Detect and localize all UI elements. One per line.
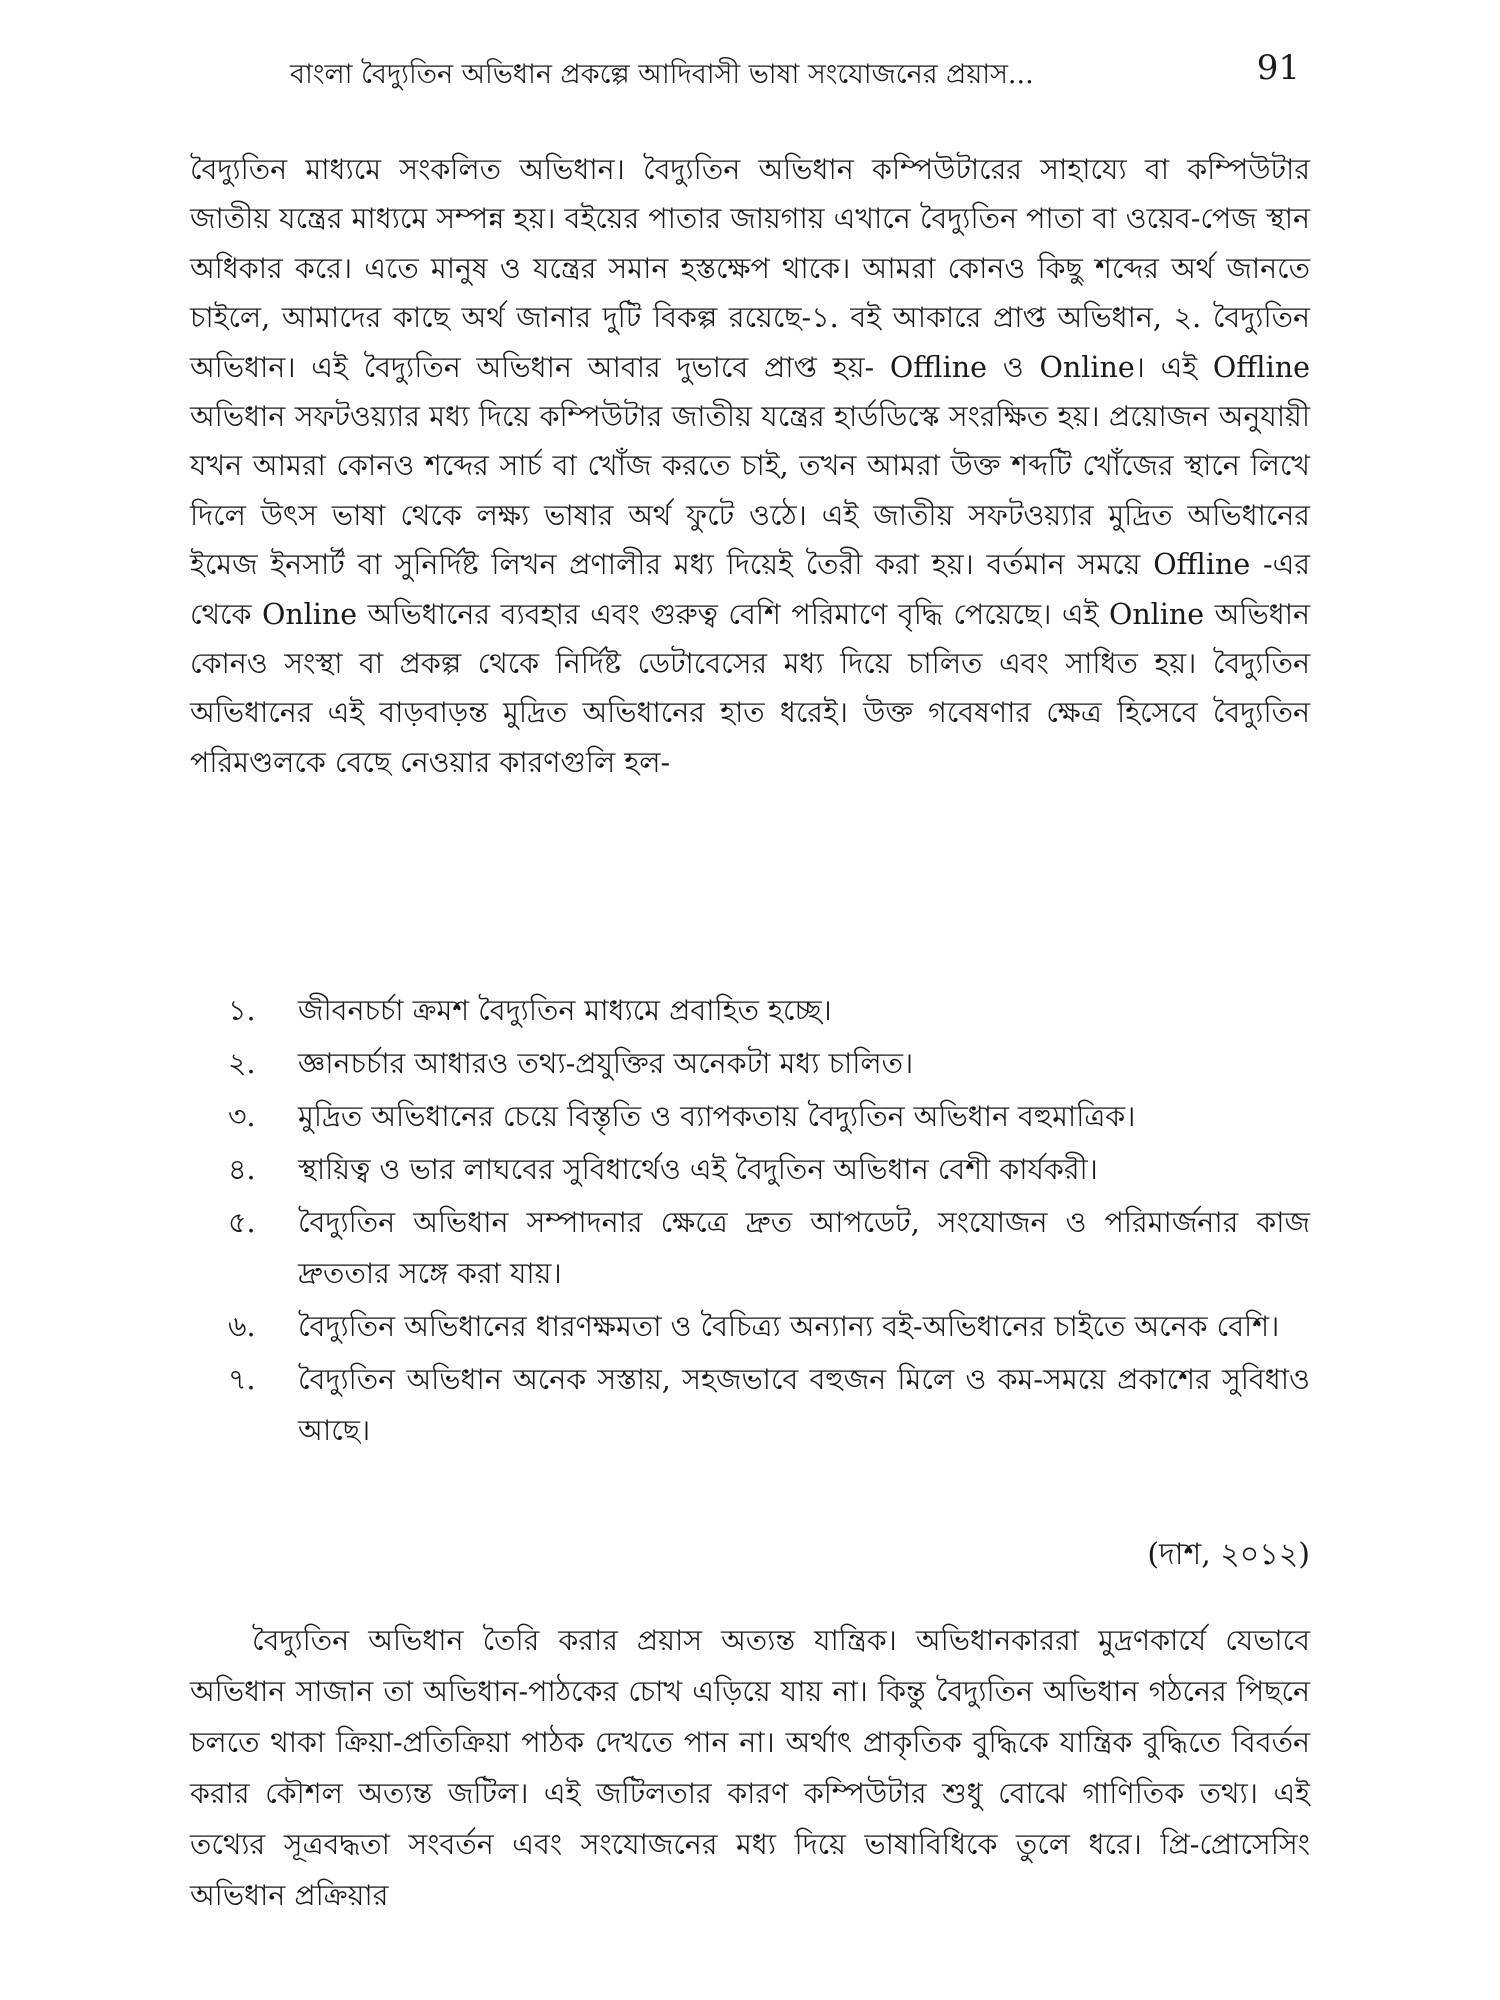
- list-item-number: ১.: [228, 994, 256, 1027]
- running-header: [260, 40, 1300, 100]
- list-item-number: ২.: [228, 1047, 256, 1080]
- list-item-number: ৪.: [228, 1153, 256, 1186]
- list-item-text: বৈদ্যুতিন অভিধান সম্পাদনার ক্ষেত্রে দ্রুত আপডেট, সংযোজন ও পরিমার্জনার কাজ দ্রুততার সঙ্গে করা যায়।: [298, 1206, 1310, 1290]
- header-title: বাংলা বৈদ্যুতিন অভিধান প্রকল্পে আদিবাসী ভাষা সংযোজনের প্রয়াস...: [290, 59, 1034, 90]
- body-paragraph-1: বৈদ্যুতিন মাধ্যমে সংকলিত অভিধান। বৈদ্যুতিন অভিধান কম্পিউটারের সাহায্যে বা কম্পিউটার জাতীয় যন্ত্রের মাধ্যমে সম্পন্ন হয়। বইয়ের পাতার জায়গায় এখানে বৈদ্যুতিন পাতা বা ওয়েব-পেজ স্থান অধিকার করে। এতে মানুষ ও যন্ত্রের সমান হস্তক্ষেপ থাকে। আমরা কোনও কিছু শব্দের অর্থ জানতে চাইলে, আমাদের কাছে অর্থ জানার দুটি বিকল্প রয়েছে-১. বই আকারে প্রাপ্ত অভিধান, ২. বৈদ্যুতিন অভিধান। এই বৈদ্যুতিন অভিধান আবার দুভাবে প্রাপ্ত হয়- Offline ও Online। এই Offline অভিধান সফটওয়্যার মধ্য দিয়ে কম্পিউটার জাতীয় যন্ত্রের হার্ডডিস্কে সংরক্ষিত হয়। প্রয়োজন অনুযায়ী যখন আমরা কোনও শব্দের সার্চ বা খোঁজ করতে চাই, তখন আমরা উক্ত শব্দটি খোঁজের স্থানে লিখে দিলে উৎস ভাষা থেকে লক্ষ্য ভাষার অর্থ ফুটে ওঠে। এই জাতীয় সফটওয়্যার মুদ্রিত অভিধানের ইমেজ ইনসার্ট বা সুনির্দিষ্ট লিখন প্রণালীর মধ্য দিয়েই তৈরী করা হয়। বর্তমান সময়ে Offline -এর থেকে Online অভিধানের ব্যবহার এবং গুরুত্ব বেশি পরিমাণে বৃদ্ধি পেয়েছে। এই Online অভিধান কোনও সংস্থা বা প্রকল্প থেকে নির্দিষ্ট ডেটাবেসের মধ্য দিয়ে চালিত এবং সাধিত হয়। বৈদ্যুতিন অভিধানের এই বাড়বাড়ন্ত মুদ্রিত অভিধানের হাত ধরেই। উক্ত গবেষণার ক্ষেত্র হিসেবে বৈদ্যুতিন পরিমণ্ডলকে বেছে নেওয়ার কারণগুলি হল-: [190, 153, 1310, 779]
- list-item: [228, 1301, 1310, 1352]
- page-number: 91: [1256, 48, 1300, 88]
- list-item-number: ৩.: [228, 1100, 256, 1133]
- list-item: [228, 1197, 1310, 1299]
- list-item-text: বৈদ্যুতিন অভিধানের ধারণক্ষমতা ও বৈচিত্র্য অন্যান্য বই-অভিধানের চাইতে অনেক বেশি।: [298, 1310, 1280, 1343]
- citation: (দাশ, ২০১২): [1147, 1537, 1310, 1572]
- list-item: [228, 1038, 1310, 1089]
- reasons-list: [228, 985, 1310, 1458]
- list-item-text: মুদ্রিত অভিধানের চেয়ে বিস্তৃতি ও ব্যাপকতায় বৈদ্যুতিন অভিধান বহুমাত্রিক।: [298, 1100, 1136, 1133]
- list-item: [228, 1354, 1310, 1456]
- list-item-text: জীবনচর্চা ক্রমশ বৈদ্যুতিন মাধ্যমে প্রবাহিত হচ্ছে।: [298, 994, 832, 1027]
- list-item-number: ৭.: [228, 1363, 256, 1396]
- body-paragraph-2: বৈদ্যুতিন অভিধান তৈরি করার প্রয়াস অত্যন্ত যান্ত্রিক। অভিধানকাররা মুদ্রণকার্যে যেভাবে অভিধান সাজান তা অভিধান-পাঠকের চোখ এড়িয়ে যায় না। কিন্তু বৈদ্যুতিন অভিধান গঠনের পিছনে চলতে থাকা ক্রিয়া-প্রতিক্রিয়া পাঠক দেখতে পান না। অর্থাৎ প্রাকৃতিক বুদ্ধিকে যান্ত্রিক বুদ্ধিতে বিবর্তন করার কৌশল অত্যন্ত জটিল। এই জটিলতার কারণ কম্পিউটার শুধু বোঝে গাণিতিক তথ্য। এই তথ্যের সূত্রবদ্ধতা সংবর্তন এবং সংযোজনের মধ্য দিয়ে ভাষাবিধিকে তুলে ধরে। প্রি-প্রোসেসিং অভিধান প্রক্রিয়ার: [190, 1624, 1310, 1912]
- list-item-number: ৬.: [228, 1310, 256, 1343]
- list-item-text: বৈদ্যুতিন অভিধান অনেক সস্তায়, সহজভাবে বহুজন মিলে ও কম-সময়ে প্রকাশের সুবিধাও আছে।: [298, 1363, 1310, 1447]
- list-item-text: স্থায়িত্ব ও ভার লাঘবের সুবিধার্থেও এই বৈদুতিন অভিধান বেশী কার্যকরী।: [298, 1153, 1098, 1186]
- list-item: [228, 1144, 1310, 1195]
- list-item-number: ৫.: [228, 1206, 256, 1239]
- list-item: [228, 1091, 1310, 1142]
- list-item: [228, 985, 1310, 1036]
- list-item-text: জ্ঞানচর্চার আধারও তথ্য-প্রযুক্তির অনেকটা মধ্য চালিত।: [298, 1047, 914, 1080]
